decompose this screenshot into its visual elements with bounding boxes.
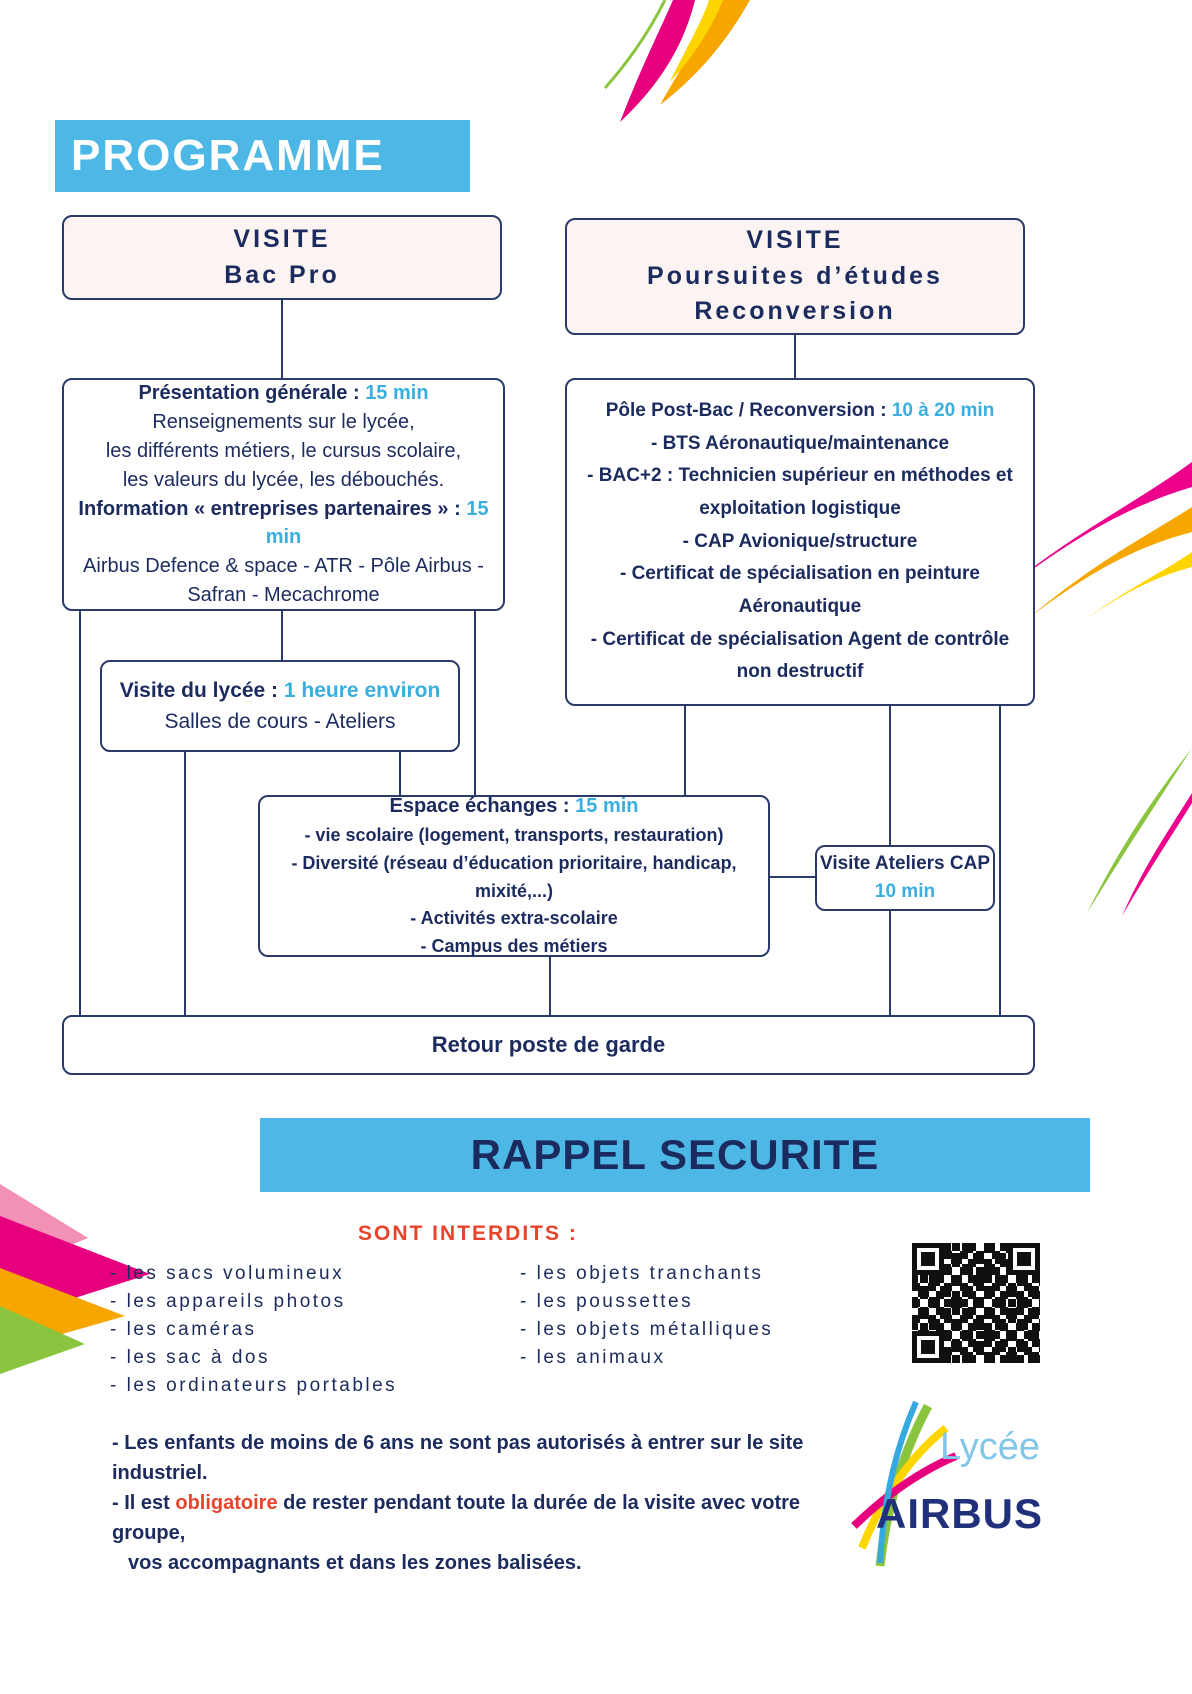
connector-line xyxy=(770,876,815,878)
security-note-1: - Les enfants de moins de 6 ans ne sont pas autorisés à entrer sur le site industriel. xyxy=(112,1432,804,1484)
presentation-info-line xyxy=(74,495,493,553)
qr-code xyxy=(912,1243,1040,1363)
espace-echanges-item: - Campus des métiers xyxy=(420,936,608,957)
interdit-item: - les appareils photos xyxy=(110,1291,346,1312)
qr-finder-pattern xyxy=(912,1243,944,1275)
logo-lycee-text: Lycée xyxy=(940,1426,1040,1468)
connector-line xyxy=(889,911,891,1015)
espace-echanges-title: Espace échanges : xyxy=(389,794,570,817)
visite-lycee-line: Salles de cours - Ateliers xyxy=(164,710,396,733)
interdit-item: - les sacs volumineux xyxy=(110,1263,345,1284)
visite-lycee-box xyxy=(100,660,460,752)
sont-interdits-title: SONT INTERDITS : xyxy=(358,1222,578,1245)
espace-echanges-item: - vie scolaire (logement, transports, restauration) xyxy=(304,824,724,845)
interdit-item: - les animaux xyxy=(520,1347,666,1368)
presentation-partners-line: Airbus Defence & space - ATR - Pôle Airbus - xyxy=(83,555,484,578)
post-bac-item: - BAC+2 : Technicien supérieur en méthodes et exploitation logistique xyxy=(587,465,1013,519)
qr-finder-pattern xyxy=(1008,1243,1040,1275)
post-bac-item: - BTS Aéronautique/maintenance xyxy=(650,432,950,454)
presentation-info-title: Information « entreprises partenaires » : xyxy=(78,497,461,520)
espace-echanges-box xyxy=(258,795,770,957)
security-note-3: vos accompagnants et dans les zones balisées. xyxy=(128,1552,582,1574)
connector-line xyxy=(281,611,283,660)
connector-line xyxy=(184,752,186,1015)
presentation-line: Renseignements sur le lycée, xyxy=(152,411,415,434)
presentation-title-line xyxy=(138,379,428,408)
rappel-securite-banner xyxy=(260,1118,1090,1192)
interdit-item: - les caméras xyxy=(110,1319,257,1340)
presentation-partners-line: Safran - Mecachrome xyxy=(187,583,380,606)
connector-line xyxy=(399,752,401,795)
interdit-item: - les objets tranchants xyxy=(520,1263,764,1284)
visite-lycee-duration: 1 heure environ xyxy=(283,678,441,702)
visite-poursuites-box xyxy=(565,218,1025,335)
interdit-item: - les ordinateurs portables xyxy=(110,1375,398,1396)
security-notes xyxy=(112,1428,872,1578)
presentation-line: les différents métiers, le cursus scolaire, xyxy=(105,439,462,462)
retour-poste-de-garde-box xyxy=(62,1015,1035,1075)
visite-poursuites-line3: Reconversion xyxy=(694,297,896,326)
post-bac-title: Pôle Post-Bac / Reconversion : xyxy=(605,399,887,421)
post-bac-item: - CAP Avionique/structure xyxy=(682,530,918,552)
connector-line xyxy=(889,706,891,845)
security-note-2-pre: - Il est xyxy=(112,1492,176,1514)
visite-bacpro-line1: VISITE xyxy=(233,225,331,253)
connector-line xyxy=(794,335,796,378)
presentation-title: Présentation générale : xyxy=(138,382,360,405)
connector-line xyxy=(474,611,476,795)
visite-poursuites-line2: Poursuites d’études xyxy=(647,261,943,290)
security-note-2 xyxy=(112,1488,872,1548)
visite-lycee-title-line xyxy=(120,675,441,707)
espace-echanges-title-line xyxy=(389,791,638,822)
retour-label: Retour poste de garde xyxy=(431,1032,666,1057)
security-note-2-post: de rester pendant toute la durée de la visite avec votre groupe, xyxy=(112,1492,801,1544)
interdit-item: - les poussettes xyxy=(520,1291,694,1312)
post-bac-duration: 10 à 20 min xyxy=(891,399,995,421)
qr-finder-pattern xyxy=(912,1331,944,1363)
connector-line xyxy=(79,611,81,1015)
programme-title: PROGRAMME xyxy=(71,131,385,180)
connector-line xyxy=(549,957,551,1015)
visite-bacpro-box xyxy=(62,215,502,300)
visite-ateliers-cap-duration: 10 min xyxy=(874,881,936,902)
connector-line xyxy=(999,706,1001,1015)
connector-line xyxy=(684,706,686,795)
visite-ateliers-cap-box xyxy=(815,845,995,911)
presentation-box xyxy=(62,378,505,611)
visite-lycee-title: Visite du lycée : xyxy=(119,678,279,702)
espace-echanges-item: - Activités extra-scolaire xyxy=(410,908,618,929)
presentation-duration: 15 min xyxy=(365,382,429,405)
connector-line xyxy=(281,300,283,378)
interdit-item: - les sac à dos xyxy=(110,1347,270,1368)
logo-airbus-text: AIRBUS xyxy=(876,1490,1044,1537)
rappel-securite-title: RAPPEL SECURITE xyxy=(470,1131,880,1178)
interdits-list-left xyxy=(110,1260,397,1400)
lycee-airbus-logo xyxy=(828,1398,1078,1578)
decorative-swoosh-top-right-icon xyxy=(545,0,790,125)
post-bac-item: - Certificat de spécialisation Agent de contrôle non destructif xyxy=(590,628,1010,683)
espace-echanges-item: - Diversité (réseau d’éducation prioritaire, handicap, mixité,...) xyxy=(291,852,737,901)
visite-ateliers-cap-title: Visite Ateliers CAP xyxy=(819,853,991,875)
logo-swoosh-icon xyxy=(828,1398,968,1573)
interdits-list-right xyxy=(520,1260,773,1372)
espace-echanges-duration: 15 min xyxy=(575,794,639,817)
presentation-line: les valeurs du lycée, les débouchés. xyxy=(122,468,445,491)
interdit-item: - les objets métalliques xyxy=(520,1319,774,1340)
visite-bacpro-line2: Bac Pro xyxy=(224,260,340,289)
visite-poursuites-line1: VISITE xyxy=(746,226,844,255)
post-bac-title-line xyxy=(606,395,995,428)
decorative-swoosh-right-lower-icon xyxy=(1052,748,1192,923)
presentation-info-duration: 15 min xyxy=(265,497,489,549)
programme-banner xyxy=(55,120,470,192)
post-bac-item: - Certificat de spécialisation en peinture Aéronautique xyxy=(619,563,981,617)
post-bac-box xyxy=(565,378,1035,706)
security-note-2-highlight: obligatoire xyxy=(175,1492,278,1514)
